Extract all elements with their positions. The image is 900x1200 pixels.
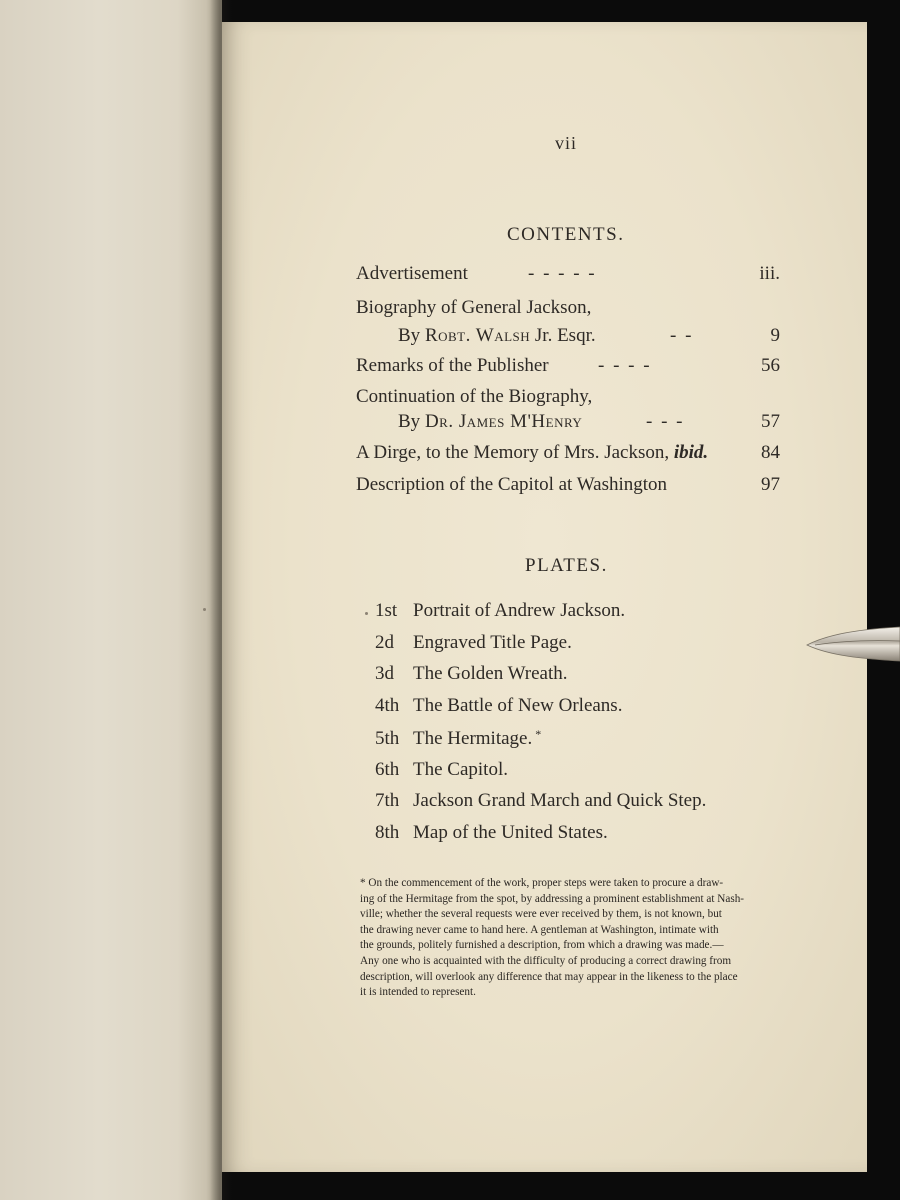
left-page <box>0 0 222 1200</box>
plate-item <box>375 759 508 781</box>
author-name: Dr. James M'Henry <box>424 411 583 432</box>
paper-speck <box>203 608 206 611</box>
leader-dashes: - - - - - <box>528 263 597 284</box>
contents-entry <box>356 326 780 350</box>
contents-heading: CONTENTS. <box>507 224 625 245</box>
plate-number: 1st <box>375 600 398 621</box>
footnote-line: Any one who is acquainted with the difficulty of producing a correct drawing from <box>360 954 732 967</box>
plate-number: 5th <box>375 728 400 749</box>
entry-author <box>398 412 582 431</box>
plate-number: 2d <box>375 632 394 653</box>
author-suffix: Jr. Esqr. <box>530 325 596 346</box>
plate-item <box>375 663 568 685</box>
entry-title <box>356 443 708 462</box>
plate-number: 4th <box>375 695 400 716</box>
footnote-line: it is intended to represent. <box>360 986 476 999</box>
plate-title: Map of the United States. <box>413 822 608 843</box>
plate-title: Engraved Title Page. <box>413 632 572 653</box>
plate-item <box>375 632 572 654</box>
footnote-line: ing of the Hermitage from the spot, by addressing a prominent establishment at Nash- <box>360 892 745 905</box>
plate-item <box>375 695 622 717</box>
entry-page: iii. <box>759 263 780 284</box>
entry-title-text: A Dirge, to the Memory of Mrs. Jackson, <box>356 442 674 463</box>
plate-number: 3d <box>375 663 394 684</box>
author-name: Robt. Walsh <box>424 325 531 346</box>
entry-title: Remarks of the Publisher <box>356 355 549 376</box>
footnote <box>360 876 790 1001</box>
entry-author <box>398 326 596 345</box>
plate-item <box>375 822 608 844</box>
leader-dashes: - - <box>670 325 694 346</box>
plate-item <box>375 790 706 812</box>
entry-page: 56 <box>761 355 780 376</box>
footnote-line: * On the commencement of the work, proper steps were taken to procure a draw- <box>360 877 724 889</box>
plate-item <box>375 727 541 750</box>
footnote-marker: * <box>535 727 542 741</box>
footnote-line: the drawing never came to hand here. A gentleman at Washington, intimate with <box>360 923 719 936</box>
plate-title: Jackson Grand March and Quick Step. <box>413 790 707 811</box>
paper-speck <box>365 612 368 615</box>
contents-entry <box>356 412 780 436</box>
plate-number: 7th <box>375 790 400 811</box>
entry-title: Description of the Capitol at Washington <box>356 474 668 495</box>
plate-title: The Capitol. <box>413 759 508 780</box>
plate-title: The Golden Wreath. <box>413 663 568 684</box>
plate-title: The Hermitage. <box>413 728 533 749</box>
footnote-line: the grounds, politely furnished a description, from which a drawing was made.— <box>360 939 724 952</box>
plate-number: 8th <box>375 822 400 843</box>
contents-entry <box>356 298 780 322</box>
contents-entry <box>356 356 780 380</box>
entry-title: Biography of General Jackson, <box>356 297 592 318</box>
plate-title: Portrait of Andrew Jackson. <box>413 600 626 621</box>
bookmark-pointer-icon <box>805 625 900 663</box>
entry-title-italic: ibid. <box>673 442 709 463</box>
page-number: vii <box>555 133 578 153</box>
entry-title: Advertisement <box>356 263 468 284</box>
plates-heading: PLATES. <box>525 555 608 576</box>
entry-title: Continuation of the Biography, <box>356 386 593 407</box>
plate-title: The Battle of New Orleans. <box>413 695 623 716</box>
plate-item <box>375 600 625 622</box>
author-prefix: By <box>398 325 425 346</box>
entry-page: 97 <box>761 474 780 495</box>
entry-page: 57 <box>761 411 780 432</box>
contents-entry <box>356 443 780 467</box>
entry-page: 84 <box>761 442 780 463</box>
entry-page: 9 <box>770 325 780 346</box>
plate-number: 6th <box>375 759 400 780</box>
footnote-line: description, will overlook any difference that may appear in the likeness to the place <box>360 970 738 983</box>
author-prefix: By <box>398 411 425 432</box>
leader-dashes: - - - <box>646 411 685 432</box>
contents-entry <box>356 475 780 499</box>
leader-dashes: - - - - <box>598 355 652 376</box>
footnote-line: ville; whether the several requests were ever received by them, is not known, but <box>360 908 722 921</box>
contents-entry <box>356 264 780 288</box>
contents-entry <box>356 387 780 411</box>
